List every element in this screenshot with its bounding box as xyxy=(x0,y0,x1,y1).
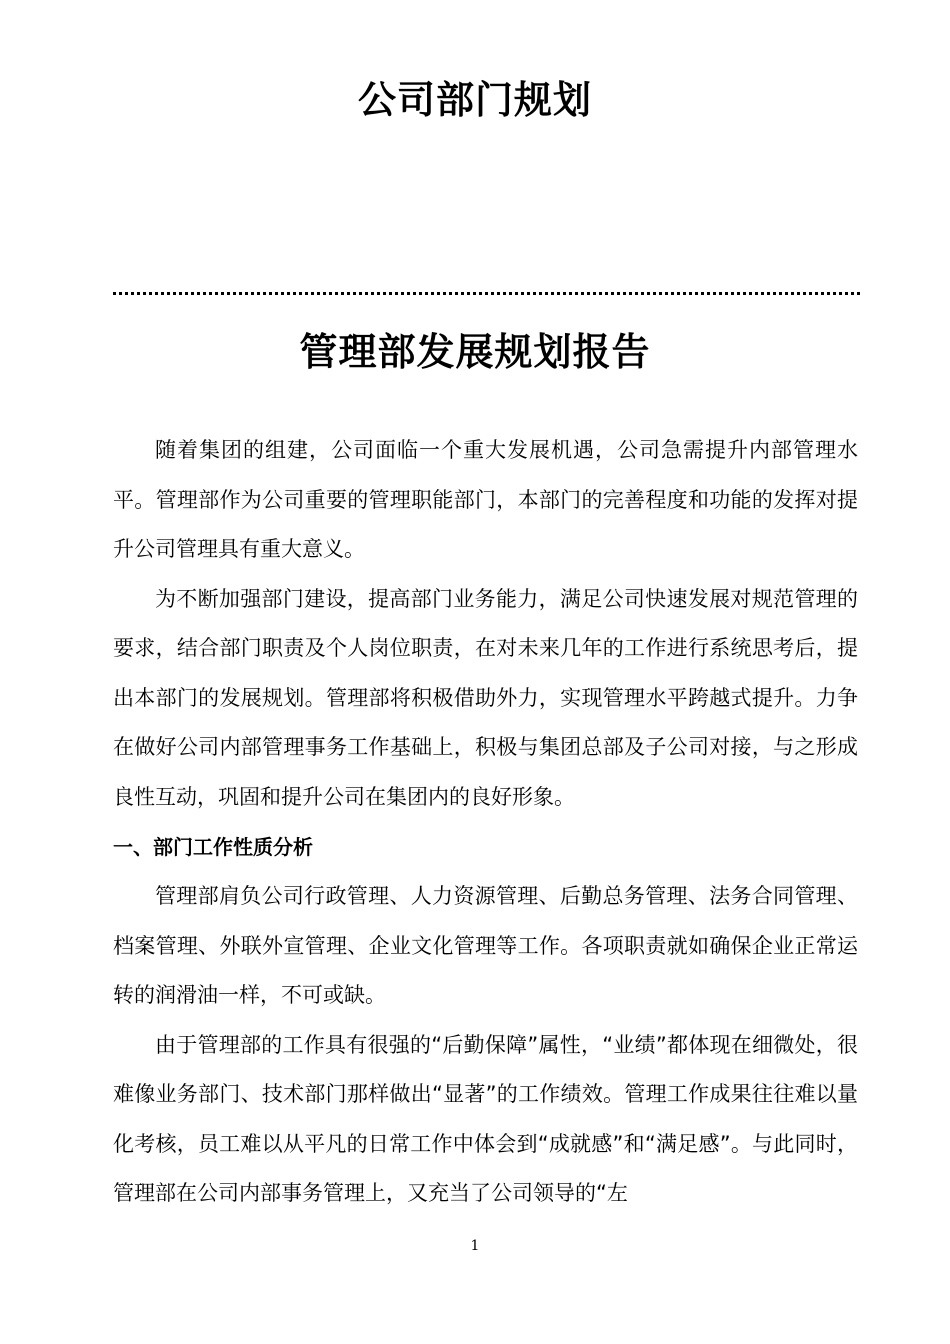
paragraph-intro-2: 为不断加强部门建设，提高部门业务能力，满足公司快速发展对规范管理的要求，结合部门职责及个人岗位职责，在对未来几年的工作进行系统思考后，提出本部门的发展规划。管理部将积极借助外力，实现管理水平跨越式提升。力争在做好公司内部管理事务工作基础上，积极与集团总部及子公司对接，与之形成良性互动，巩固和提升公司在集团内的良好形象。 xyxy=(113,586,858,809)
paragraph-intro-1: 随着集团的组建，公司面临一个重大发展机遇，公司急需提升内部管理水平。管理部作为公司重要的管理职能部门，本部门的完善程度和功能的发挥对提升公司管理具有重大意义。 xyxy=(113,438,858,561)
paragraph-section1-1: 管理部肩负公司行政管理、人力资源管理、后勤总务管理、法务合同管理、档案管理、外联外宣管理、企业文化管理等工作。各项职责就如确保企业正常运转的润滑油一样，不可或缺。 xyxy=(113,884,858,1007)
paragraph-section1-2: 由于管理部的工作具有很强的“后勤保障”属性，“业绩”都体现在细微处，很难像业务部门、技术部门那样做出“显著”的工作绩效。管理工作成果往往难以量化考核，员工难以从平凡的日常工作中体会到“成就感”和“满足感”。与此同时，管理部在公司内部事务管理上，又充当了公司领导的“左 xyxy=(113,1032,858,1205)
section-heading-1: 一、部门工作性质分析 xyxy=(113,835,313,859)
document-title: 公司部门规划 xyxy=(357,78,592,122)
page-number: 1 xyxy=(470,1238,480,1254)
document-body xyxy=(113,426,858,1219)
report-title: 管理部发展规划报告 xyxy=(299,330,651,374)
dotted-divider xyxy=(113,292,860,295)
